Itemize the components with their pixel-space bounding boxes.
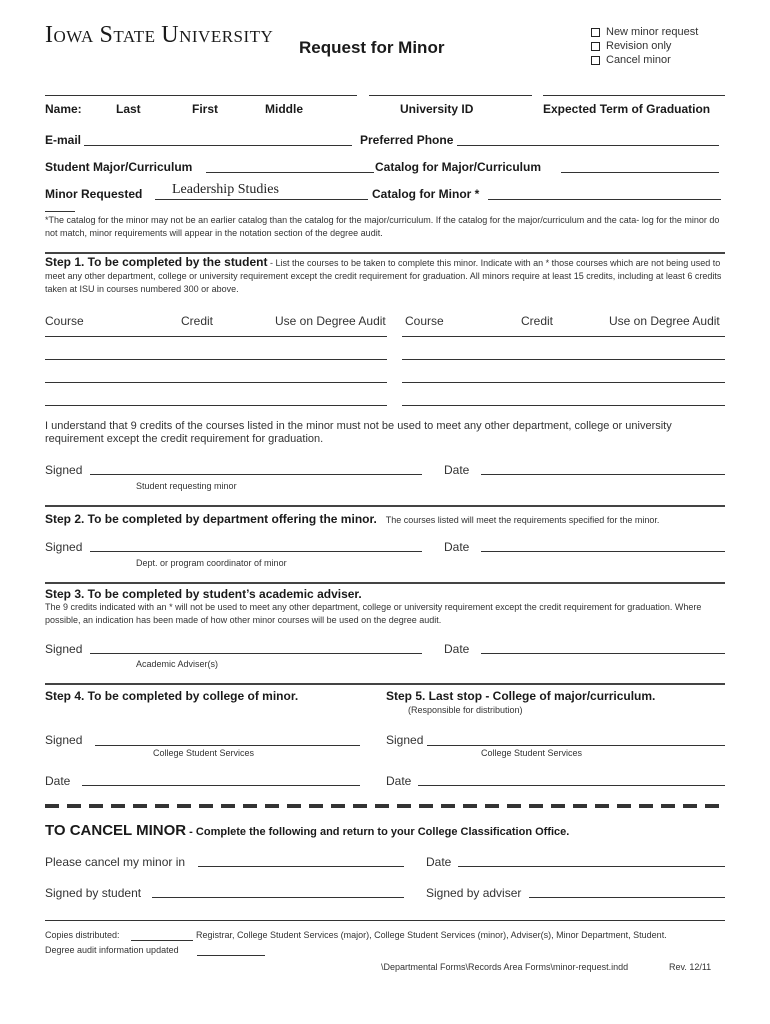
major-label: Student Major/Curriculum: [45, 160, 193, 174]
step3-note: The 9 credits indicated with an * will not be used to meet any other department, college or university requirement except the credit requirement for graduation. Where possible, an indication has been made of how other minor courses will be used on the degree audit.: [45, 602, 702, 625]
copies-label: Copies distributed:: [45, 930, 120, 940]
signed-by-student-label: Signed by student: [45, 886, 142, 900]
step2-date-label: Date: [444, 540, 470, 554]
course-row-line[interactable]: [402, 405, 725, 406]
course-row-line[interactable]: [45, 382, 387, 383]
cancel-date-field[interactable]: [458, 866, 725, 867]
copies-field[interactable]: [131, 940, 193, 941]
adviser-signature-field[interactable]: [529, 897, 725, 898]
step5-signed-label: Signed: [386, 733, 424, 747]
step4-signed-label: Signed: [45, 733, 83, 747]
step1-header: [45, 256, 725, 296]
name-label: Name:: [45, 102, 82, 116]
phone-field[interactable]: [457, 145, 719, 146]
step1-signed-label: Signed: [45, 463, 83, 477]
step2-signer-caption: Dept. or program coordinator of minor: [136, 558, 287, 568]
step4-signature-line[interactable]: [95, 745, 360, 746]
cancel-minor-field[interactable]: [198, 866, 404, 867]
middle-name-label: Middle: [265, 102, 303, 116]
phone-label: Preferred Phone: [360, 133, 454, 147]
course-row-line[interactable]: [402, 382, 725, 383]
step5-date-line[interactable]: [418, 785, 725, 786]
step4-date-line[interactable]: [82, 785, 360, 786]
step1-signature-line[interactable]: [90, 474, 422, 475]
audit-updated-label: Degree audit information updated: [45, 945, 179, 955]
audit-column-right: Use on Degree Audit: [609, 314, 720, 328]
new-minor-checkbox[interactable]: [591, 28, 600, 37]
footnote-rule: [45, 211, 75, 212]
step3-date-label: Date: [444, 642, 470, 656]
cancel-subtitle: - Complete the following and return to your College Classification Office.: [186, 826, 570, 838]
footer-rule: [45, 920, 725, 921]
course-column-left: Course: [45, 314, 84, 328]
signed-by-adviser-label: Signed by adviser: [426, 886, 522, 900]
minor-requested-value: Leadership Studies: [172, 182, 279, 197]
course-row-line[interactable]: [402, 359, 725, 360]
step5-title: Step 5. Last stop - College of major/curriculum.: [386, 689, 656, 703]
understand-statement: I understand that 9 credits of the courses listed in the minor must not be used to meet any other department, college or university requirement except the credit requirement for graduation.: [45, 420, 672, 445]
last-name-label: Last: [116, 102, 141, 116]
form-title: Request for Minor: [299, 38, 445, 57]
graduation-term-line[interactable]: [543, 95, 725, 96]
step2-rule: [45, 505, 725, 507]
step5-signer-caption: College Student Services: [481, 748, 583, 758]
credit-column-right: Credit: [521, 314, 554, 328]
step3-rule: [45, 582, 725, 584]
student-signature-field[interactable]: [152, 897, 404, 898]
request-type-options: [591, 25, 698, 67]
step1-note: - List the courses to be taken to complete this minor. Indicate with an * those courses which are not being used to meet any other department, college or university requirement except the credit requirement for graduation. All minors require at least 15 credits, including at least 6 credits taken at ISU in courses numbered 300 or above.: [45, 258, 722, 294]
minor-requested-field[interactable]: [155, 199, 368, 200]
step3-signer-caption: Academic Adviser(s): [136, 659, 219, 669]
graduation-term-label: Expected Term of Graduation: [543, 102, 711, 116]
step4-signer-caption: College Student Services: [153, 748, 255, 758]
step1-signer-caption: Student requesting minor: [136, 481, 237, 491]
course-row-line[interactable]: [45, 359, 387, 360]
cancel-title: TO CANCEL MINOR: [45, 822, 187, 839]
university-logo: IOWA STATE UNIVERSITY: [45, 22, 274, 48]
cancel-date-label: Date: [426, 855, 452, 869]
course-row-line[interactable]: [402, 336, 725, 337]
email-label: E-mail: [45, 133, 82, 147]
step1-date-line[interactable]: [481, 474, 725, 475]
catalog-major-label: Catalog for Major/Curriculum: [375, 160, 542, 174]
catalog-minor-label: Catalog for Minor *: [372, 187, 480, 201]
step4-title: Step 4. To be completed by college of minor.: [45, 689, 299, 703]
step5-subtitle: (Responsible for distribution): [408, 705, 523, 715]
please-cancel-label: Please cancel my minor in: [45, 855, 186, 869]
step2-signed-label: Signed: [45, 540, 83, 554]
file-path: \Departmental Forms\Records Area Forms\minor-request.indd: [381, 962, 629, 972]
step5-signature-line[interactable]: [427, 745, 725, 746]
university-id-label: University ID: [400, 102, 474, 116]
minor-requested-label: Minor Requested: [45, 187, 143, 201]
revision-only-checkbox[interactable]: [591, 42, 600, 51]
cancel-minor-checkbox[interactable]: [591, 56, 600, 65]
step3-signature-line[interactable]: [90, 653, 422, 654]
step3-date-line[interactable]: [481, 653, 725, 654]
cancel-minor-label: Cancel minor: [606, 54, 671, 66]
cut-line: [45, 804, 725, 808]
course-row-line[interactable]: [45, 336, 387, 337]
step2-title: Step 2. To be completed by department offering the minor.: [45, 512, 377, 526]
step2-date-line[interactable]: [481, 551, 725, 552]
step3-signed-label: Signed: [45, 642, 83, 656]
course-column-right: Course: [405, 314, 444, 328]
audit-column-left: Use on Degree Audit: [275, 314, 386, 328]
course-row-line[interactable]: [45, 405, 387, 406]
step2-header: [45, 510, 659, 528]
step3-title: Step 3. To be completed by student’s academic adviser.: [45, 587, 362, 601]
step4-date-label: Date: [45, 774, 71, 788]
credit-column-left: Credit: [181, 314, 214, 328]
cancel-header: [45, 822, 569, 840]
step5-date-label: Date: [386, 774, 412, 788]
step1-title: Step 1. To be completed by the student: [45, 255, 268, 269]
catalog-minor-field[interactable]: [488, 199, 721, 200]
email-field[interactable]: [84, 145, 352, 146]
major-field[interactable]: [206, 172, 374, 173]
step4-rule: [45, 683, 725, 685]
step1-rule: [45, 252, 725, 254]
step2-signature-line[interactable]: [90, 551, 422, 552]
name-line[interactable]: [45, 95, 357, 96]
step1-date-label: Date: [444, 463, 470, 477]
catalog-note: *The catalog for the minor may not be an earlier catalog than the catalog for the major/curriculum. If the catalog for the major/curriculum and the cata- log for the minor do not match, minor requirements will appear in the notation section of the degree audit.: [45, 215, 720, 238]
catalog-major-field[interactable]: [561, 172, 719, 173]
university-id-line[interactable]: [369, 95, 532, 96]
new-minor-label: New minor request: [606, 26, 699, 38]
revision-only-label: Revision only: [606, 40, 672, 52]
copies-text: Registrar, College Student Services (major), College Student Services (minor), Adviser(s), Minor Department, Student.: [196, 930, 667, 940]
first-name-label: First: [192, 102, 219, 116]
revision-label: Rev. 12/11: [669, 962, 712, 972]
step2-note: The courses listed will meet the requirements specified for the minor.: [385, 515, 660, 525]
audit-updated-field[interactable]: [197, 955, 265, 956]
